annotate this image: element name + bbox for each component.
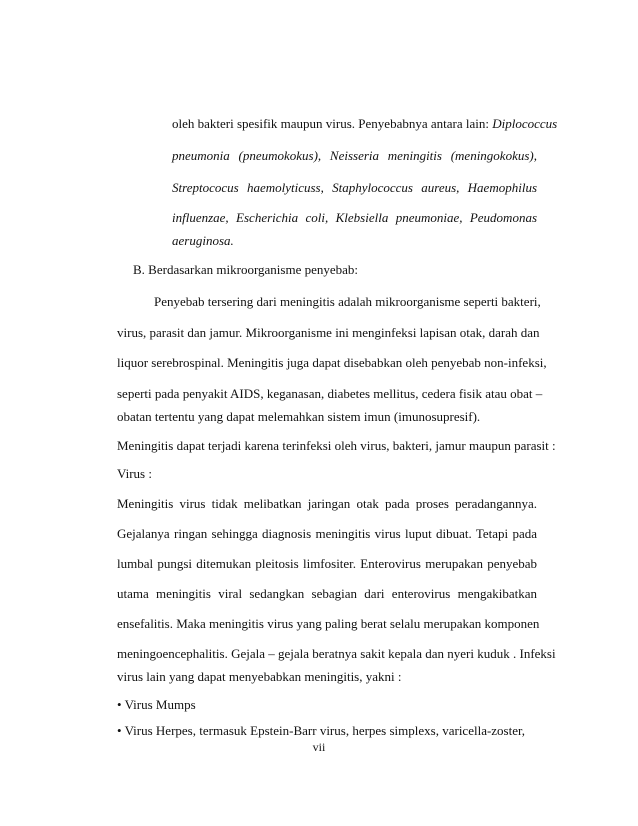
intro-line: Meningitis dapat terjadi karena terinfeksi oleh virus, bakteri, jamur maupun parasit :: [117, 438, 556, 453]
paragraph1-line-2: virus, parasit dan jamur. Mikroorganisme ini menginfeksi lapisan otak, darah dan: [117, 325, 540, 340]
section-b-heading: B. Berdasarkan mikroorganisme penyebab:: [133, 262, 359, 277]
list-line-4: influenzae, Escherichia coli, Klebsiella pneumoniae, Peudomonas: [172, 210, 537, 225]
bullet-item-herpes: • Virus Herpes, termasuk Epstein-Barr virus, herpes simplexs, varicella-zoster,: [117, 723, 526, 738]
list-line-1: [172, 116, 558, 132]
list-line-2: pneumonia (pneumokokus), Neisseria meningitis (meningokokus),: [172, 148, 537, 163]
paragraph2-line-7: virus lain yang dapat menyebabkan meningitis, yakni :: [117, 669, 402, 684]
page-number: vii: [312, 740, 326, 754]
paragraph2-line-2: Gejalanya ringan sehingga diagnosis meningitis virus luput dibuat. Tetapi pada: [117, 526, 537, 541]
list-line-1-italic: Diplococcus: [492, 116, 558, 131]
paragraph2-line-4: utama meningitis viral sedangkan sebagian dari enterovirus mengakibatkan: [117, 586, 537, 601]
paragraph2-line-6: meningoencephalitis. Gejala – gejala beratnya sakit kepala dan nyeri kuduk . Infeksi: [117, 646, 556, 661]
paragraph1-line-3: liquor serebrospinal. Meningitis juga dapat disebabkan oleh penyebab non-infeksi,: [117, 355, 547, 370]
virus-label: Virus :: [117, 466, 152, 481]
bullet-item-mumps: • Virus Mumps: [117, 697, 196, 712]
paragraph2-line-1: Meningitis virus tidak melibatkan jaringan otak pada proses peradangannya.: [117, 496, 537, 511]
paragraph2-line-3: lumbal pungsi ditemukan pleitosis limfositer. Enterovirus merupakan penyebab: [117, 556, 537, 571]
paragraph1-line-5: obatan tertentu yang dapat melemahkan sistem imun (imunosupresif).: [117, 409, 481, 424]
list-line-5: aeruginosa.: [172, 233, 234, 248]
list-line-1-text: oleh bakteri spesifik maupun virus. Penyebabnya antara lain:: [172, 116, 489, 131]
paragraph1-line-1: Penyebab tersering dari meningitis adalah mikroorganisme seperti bakteri,: [154, 294, 541, 309]
paragraph1-line-4: seperti pada penyakit AIDS, keganasan, diabetes mellitus, cedera fisik atau obat –: [117, 386, 543, 401]
paragraph2-line-5: ensefalitis. Maka meningitis virus yang paling berat selalu merupakan komponen: [117, 616, 540, 631]
list-line-3: Streptococus haemolyticuss, Staphylococcus aureus, Haemophilus: [172, 180, 537, 195]
